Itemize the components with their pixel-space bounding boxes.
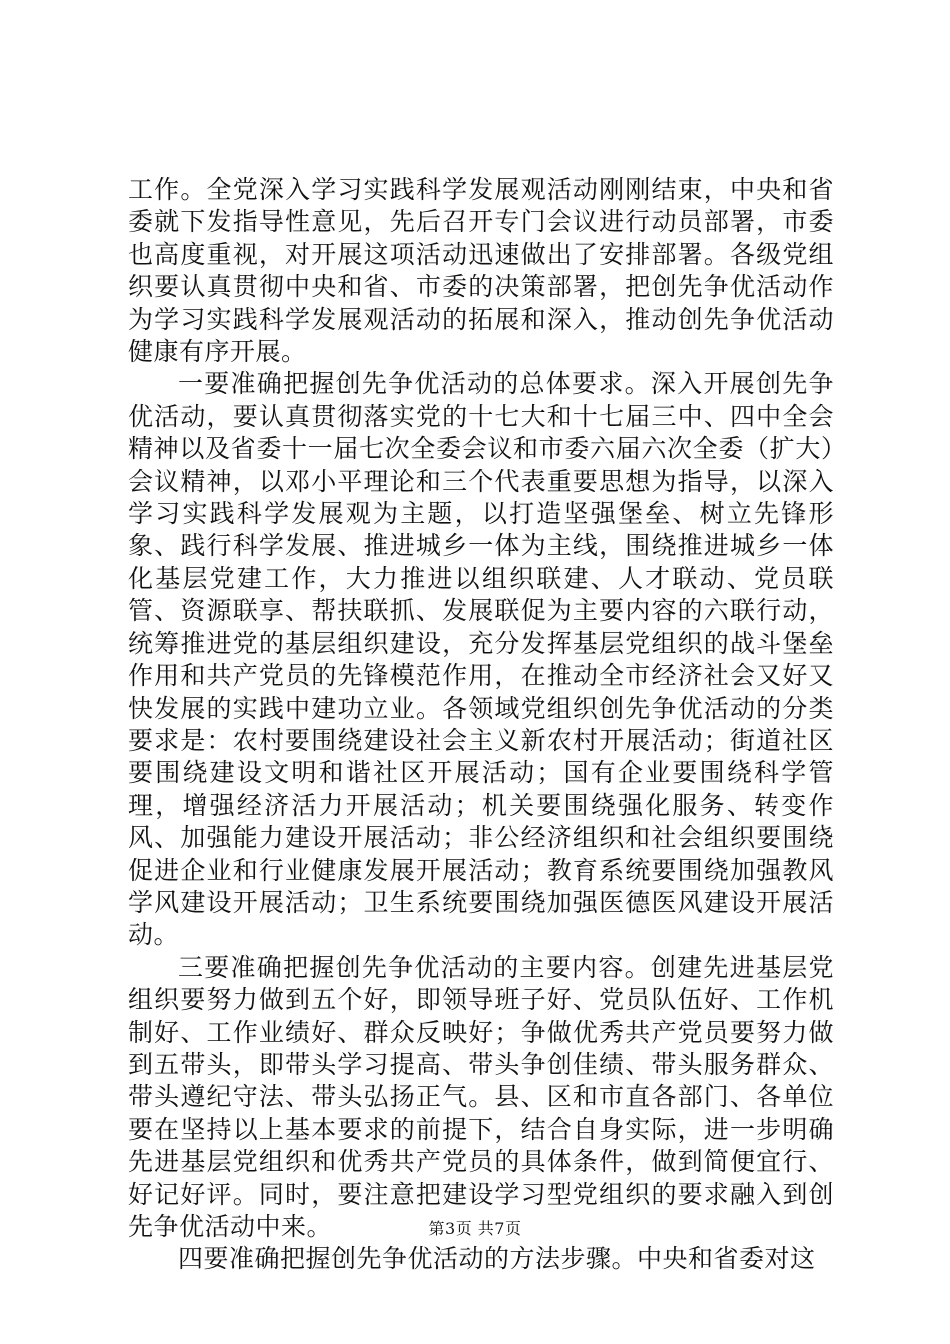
document-body [128,174,834,1276]
paragraph-4: 四要准确把握创先争优活动的方法步骤。中央和省委对这 [178,1244,816,1274]
paragraph-1: 工作。全党深入学习实践科学发展观活动刚刚结束，中央和省委就下发指导性意见，先后召开专门会议进行动员部署，市委也高度重视，对开展这项活动迅速做出了安排部署。各级党组织要认真贯彻中央和省、市委的决策部署，把创先争优活动作为学习实践科学发展观活动的拓展和深入，推动创先争优活动健康有序开展。 [128,175,834,367]
paragraph-3: 三要准确把握创先争优活动的主要内容。创建先进基层党组织要努力做到五个好，即领导班子好、党员队伍好、工作机制好、工作业绩好、群众反映好；争做优秀共产党员要努力做到五带头，即带头学习提高、带头争创佳绩、带头服务群众、带头遵纪守法、带头弘扬正气。县、区和市直各部门、各单位要在坚持以上基本要求的前提下，结合自身实际，进一步明确先进基层党组织和优秀共产党员的具体条件，做到简便宜行、好记好评。同时，要注意把建设学习型党组织的要求融入到创先争优活动中来。 [128,952,834,1241]
page-number-footer: 第3页 共7页 [428,1219,522,1238]
paragraph-2: 一要准确把握创先争优活动的总体要求。深入开展创先争优活动，要认真贯彻落实党的十七大和十七届三中、四中全会精神以及省委十一届七次全委会议和市委六届六次全委（扩大）会议精神，以邓小平理论和三个代表重要思想为指导，以深入学习实践科学发展观为主题，以打造坚强堡垒、树立先锋形象、践行科学发展、推进城乡一体为主线，围绕推进城乡一体化基层党建工作，大力推进以组织联建、人才联动、党员联管、资源联享、帮扶联抓、发展联促为主要内容的六联行动，统筹推进党的基层组织建设，充分发挥基层党组织的战斗堡垒作用和共产党员的先锋模范作用，在推动全市经济社会又好又快发展的实践中建功立业。各领域党组织创先争优活动的分类要求是：农村要围绕建设社会主义新农村开展活动；街道社区要围绕建设文明和谐社区开展活动；国有企业要围绕科学管理，增强经济活力开展活动；机关要围绕强化服务、转变作风、加强能力建设开展活动；非公经济组织和社会组织要围绕促进企业和行业健康发展开展活动；教育系统要围绕加强教风学风建设开展活动；卫生系统要围绕加强医德医风建设开展活动。 [128,369,834,950]
